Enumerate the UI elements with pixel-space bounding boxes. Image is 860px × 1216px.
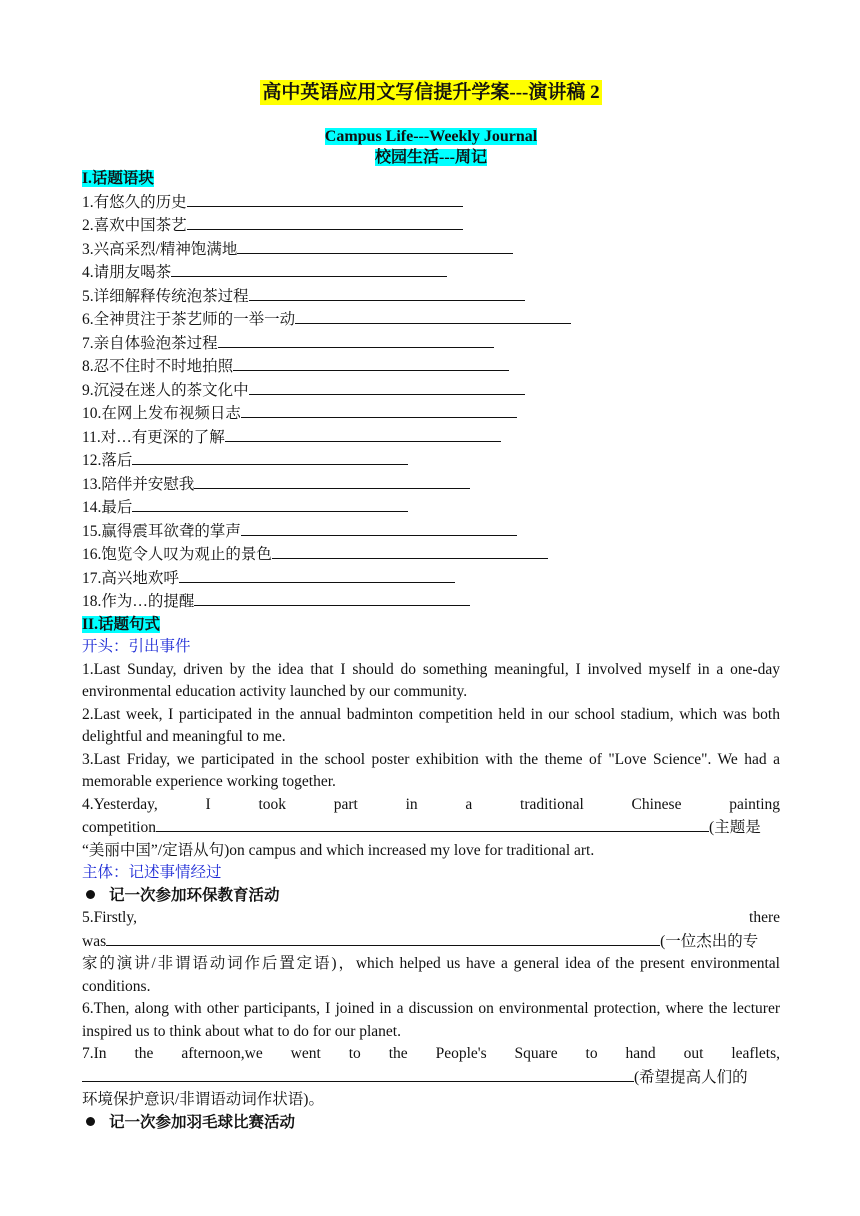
phrase-item: 15.赢得震耳欲聋的掌声 bbox=[82, 520, 780, 544]
bullet-environment-activity: 记一次参加环保教育活动 bbox=[82, 885, 780, 908]
section-heading-sentences: II.话题句式 bbox=[82, 615, 160, 633]
phrase-item: 2.喜欢中国茶艺 bbox=[82, 214, 780, 238]
sentence-5-line1: 5.Firstly, there bbox=[82, 909, 780, 926]
phrase-item: 14.最后 bbox=[82, 496, 780, 520]
sentence-5-line2: was (一位杰出的专 bbox=[82, 930, 780, 954]
phrase-item: 6.全神贯注于茶艺师的一举一动 bbox=[82, 308, 780, 332]
phrase-item: 12.落后 bbox=[82, 449, 780, 473]
sentence-7-line1: 7.In the afternoon,we went to the People's Square to hand out leaflets, bbox=[82, 1045, 780, 1062]
phrase-item: 17.高兴地欢呼 bbox=[82, 567, 780, 591]
sentence-7-line3: 环境保护意识/非谓语动词作状语)。 bbox=[82, 1091, 324, 1108]
bullet-dot-icon bbox=[86, 1117, 95, 1126]
phrase-item: 7.亲自体验泡茶过程 bbox=[82, 332, 780, 356]
sentence-7-line2: (希望提高人们的 bbox=[82, 1066, 780, 1090]
sentence-4-line2: competition (主题是 bbox=[82, 816, 780, 840]
phrase-item: 11.对…有更深的了解 bbox=[82, 426, 780, 450]
bullet-dot-icon bbox=[86, 890, 95, 899]
sentence-2: 2.Last week, I participated in the annual badminton competition held in our school stadium, which was both delightful and meaningful to me. bbox=[82, 705, 780, 745]
phrase-item: 5.详细解释传统泡茶过程 bbox=[82, 285, 780, 309]
bullet-badminton-activity: 记一次参加羽毛球比赛活动 bbox=[82, 1112, 780, 1135]
phrase-item: 3.兴高采烈/精神饱满地 bbox=[82, 238, 780, 262]
sentence-5-line3: 家的演讲/非谓语动词作后置定语)，which helped us have a general idea of the present environmental conditions. bbox=[82, 955, 780, 995]
phrase-item: 16.饱览令人叹为观止的景色 bbox=[82, 543, 780, 567]
sentence-4-line1: 4.Yesterday, I took part in a traditional Chinese painting bbox=[82, 795, 780, 813]
phrase-item: 13.陪伴并安慰我 bbox=[82, 473, 780, 497]
phrase-item: 18.作为…的提醒 bbox=[82, 590, 780, 614]
page-title: 高中英语应用文写信提升学案---演讲稿 2 bbox=[262, 82, 600, 103]
sentence-6: 6.Then, along with other participants, I joined in a discussion on environmental protection, where the lecturer inspired us to think about what to do for our planet. bbox=[82, 1000, 780, 1040]
opening-label: 开头：引出事件 bbox=[82, 638, 191, 655]
body-label: 主体：记述事情经过 bbox=[82, 864, 222, 881]
phrase-item: 10.在网上发布视频日志 bbox=[82, 402, 780, 426]
document-page bbox=[82, 80, 780, 1134]
subtitle-chinese: 校园生活---周记 bbox=[375, 149, 487, 166]
subtitle-english: Campus Life---Weekly Journal bbox=[324, 128, 538, 145]
phrase-item: 9.沉浸在迷人的茶文化中 bbox=[82, 379, 780, 403]
sentence-4-line3: “美丽中国”/定语从句)on campus and which increased my love for traditional art. bbox=[82, 841, 595, 859]
phrase-item: 8.忍不住时不时地拍照 bbox=[82, 355, 780, 379]
phrase-item: 4.请朋友喝茶 bbox=[82, 261, 780, 285]
section-heading-phrases: I.话题语块 bbox=[82, 170, 154, 187]
phrase-item: 1.有悠久的历史 bbox=[82, 191, 780, 215]
sentence-1: 1.Last Sunday, driven by the idea that I should do something meaningful, I involved myself in a one-day environmental education activity launched by our community. bbox=[82, 660, 780, 700]
sentence-3: 3.Last Friday, we participated in the school poster exhibition with the theme of "Love Science". We had a memorable experience working together. bbox=[82, 750, 780, 790]
